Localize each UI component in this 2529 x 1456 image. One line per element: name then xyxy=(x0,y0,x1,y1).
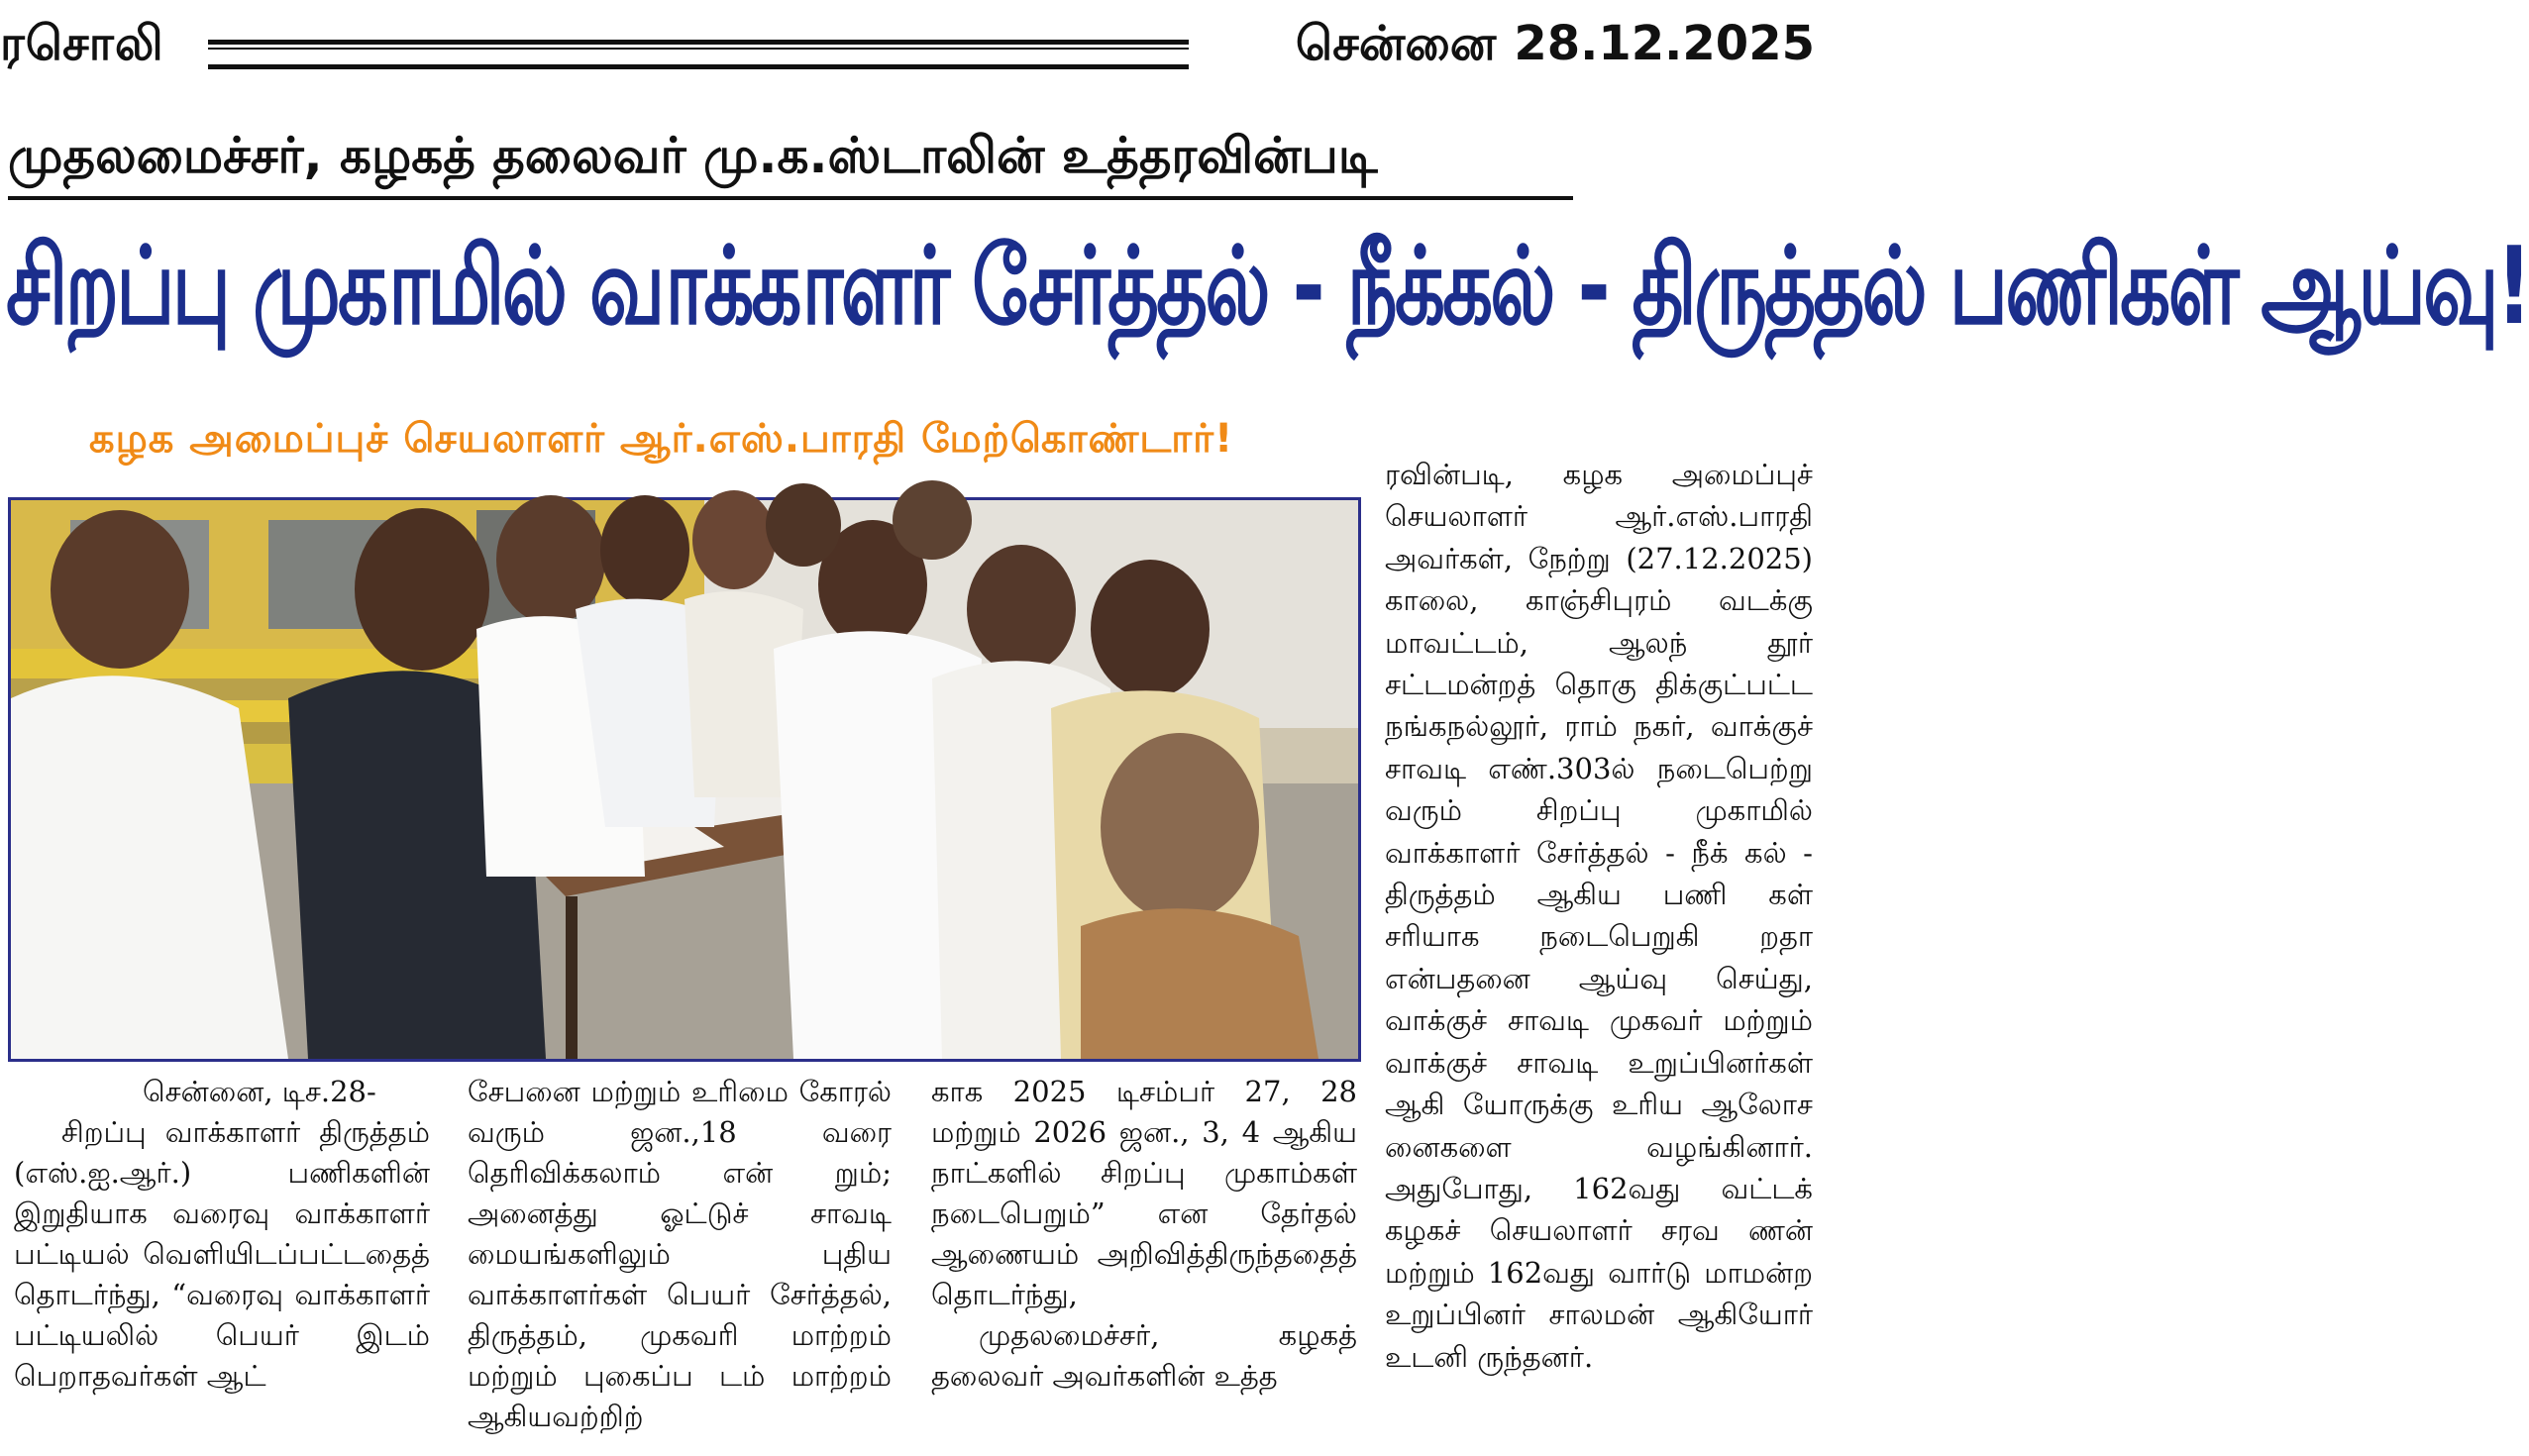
article-paragraph: சேபனை மற்றும் உரிமை கோரல் வரும் ஜன.,18 வரை தெரிவிக்கலாம் என் றும்; அனைத்து ஓட்டுச் சாவடி மையங்களிலும் புதிய வாக்காளர்கள் பெயர் சேர்த்தல், திருத்தம், முகவரி மாற்றம் மற்றும் புகைப்ப டம் மாற்றம் ஆகியவற்றிற் xyxy=(468,1075,892,1433)
headline: சிறப்பு முகாமில் வாக்காளர் சேர்த்தல் - நீக்கல் - திருத்தல் பணிகள் ஆய்வு! xyxy=(6,224,2529,349)
dateline-date: 28.12.2025 xyxy=(1514,16,1815,71)
masthead xyxy=(0,0,1821,95)
subhead: கழக அமைப்புச் செயலாளர் ஆர்.எஸ்.பாரதி மேற்கொண்டார்! xyxy=(89,416,1234,462)
article-dateline: சென்னை, டிச.28- xyxy=(143,1075,376,1108)
news-photo xyxy=(8,497,1361,1062)
article-column-3 xyxy=(931,1072,1357,1397)
masthead-rule xyxy=(208,40,1189,69)
article-column-4 xyxy=(1385,454,1813,1378)
article-paragraph: ரவின்படி, கழக அமைப்புச் செயலாளர் ஆர்.எஸ்.பாரதி அவர்கள், நேற்று (27.12.2025) காலை, காஞ்சிபுரம் வடக்கு மாவட்டம், ஆலந் தூர் சட்டமன்றத் தொகு திக்குட்பட்ட நங்கநல்லூர், ராம் நகர், வாக்குச் சாவடி எண்.303ல் நடைபெற்று வரும் சிறப்பு முகாமில் வாக்காளர் சேர்த்தல் - நீக் கல் - திருத்தம் ஆகிய பணி கள் சரியாக நடைபெறுகி றதா என்பதனை ஆய்வு செய்து, வாக்குச் சாவடி முகவர் மற்றும் வாக்குச் சாவடி உறுப்பினர்கள் ஆகி யோருக்கு உரிய ஆலோச னைகளை வழங்கினார். அதுபோது, 162வது வட்டக் கழகச் செயலாளர் சரவ ணன் மற்றும் 162வது வார்டு மாமன்ற உறுப்பினர் சாலமன் ஆகியோர் உடனி ருந்தனர். xyxy=(1385,458,1813,1374)
kicker-underline xyxy=(8,196,1573,200)
paper-name: ரசொலி xyxy=(0,16,164,71)
article-column-2 xyxy=(468,1072,892,1437)
dateline-city: சென்னை xyxy=(1295,16,1497,71)
article-column-1 xyxy=(14,1072,430,1397)
article-paragraph: காக 2025 டிசம்பர் 27, 28 மற்றும் 2026 ஜன., 3, 4 ஆகிய நாட்களில் சிறப்பு முகாம்கள் நடைபெறும்” என தேர்தல் ஆணையம் அறிவித்திருந்ததைத் தொடர்ந்து, xyxy=(931,1075,1357,1311)
kicker: முதலமைச்சர், கழகத் தலைவர் மு.க.ஸ்டாலின் உத்தரவின்படி xyxy=(8,127,1378,184)
article-paragraph: சிறப்பு வாக்காளர் திருத்தம் (எஸ்.ஐ.ஆர்.) பணிகளின் இறுதியாக வரைவு வாக்காளர் பட்டியல் வெளியிடப்பட்டதைத் தொடர்ந்து, “வரைவு வாக்காளர் பட்டியலில் பெயர் இடம் பெறாதவர்கள் ஆட் xyxy=(14,1115,430,1393)
news-photo-illustration xyxy=(11,500,1358,1059)
masthead-dateline xyxy=(1296,16,1815,77)
article-paragraph: முதலமைச்சர், கழகத் தலைவர் அவர்களின் உத்த xyxy=(931,1318,1357,1393)
